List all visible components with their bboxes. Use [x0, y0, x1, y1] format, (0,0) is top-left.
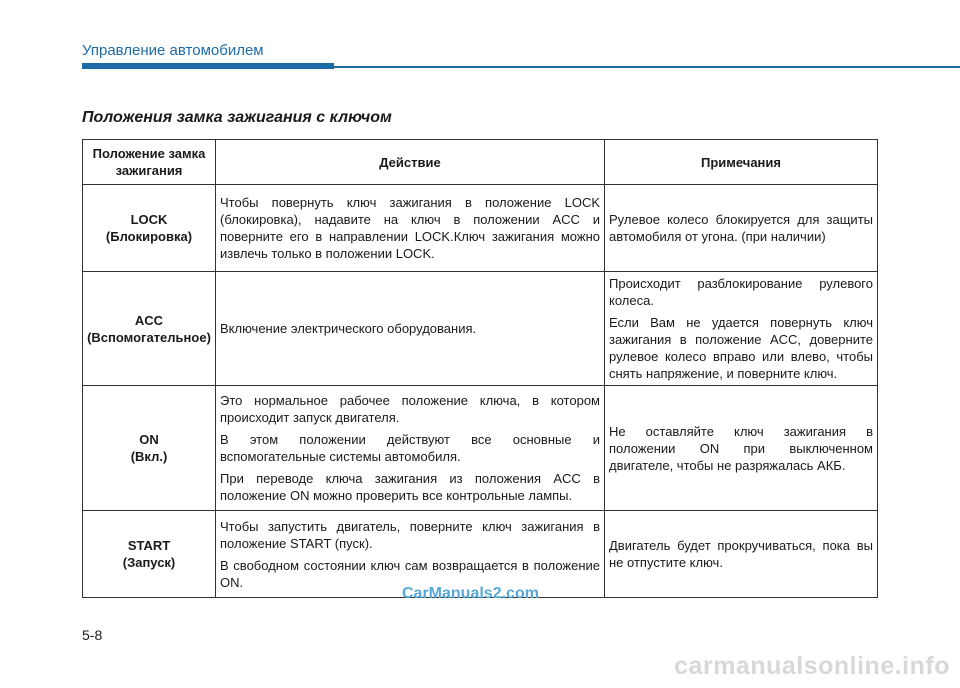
notes-text: Двигатель будет прокручиваться, пока вы не отпустите ключ. — [609, 538, 873, 570]
notes-text: Происходит разблокирование рулевого колеса. — [609, 276, 873, 308]
notes-text: Не оставляйте ключ зажигания в положении ON при выключенном двигателе, чтобы не разряжалась АКБ. — [609, 423, 873, 473]
table-header-row — [83, 140, 878, 185]
position-translation: (Блокировка) — [105, 229, 193, 244]
table-row-acc — [83, 272, 878, 386]
action-text: Включение электрического оборудования. — [220, 321, 477, 336]
notes-cell — [605, 185, 878, 272]
position-translation: (Вкл.) — [130, 449, 168, 464]
position-cell — [83, 185, 216, 272]
table-row-lock — [83, 185, 878, 272]
action-text: Это нормальное рабочее положение ключа, в котором происходит запуск двигателя. — [220, 393, 600, 425]
section-title: Положения замка зажигания с ключом — [82, 109, 392, 126]
position-cell — [83, 272, 216, 386]
notes-cell — [605, 386, 878, 511]
position-name: START — [127, 538, 171, 553]
column-header-position: Положение замка зажигания — [83, 140, 216, 185]
action-text: При переводе ключа зажигания из положения ACC в положение ON можно проверить все контрольные лампы. — [220, 471, 600, 503]
action-text: В этом положении действуют все основные и вспомогательные системы автомобиля. — [220, 432, 600, 464]
notes-cell — [605, 511, 878, 598]
action-cell — [216, 386, 605, 511]
column-header-action: Действие — [216, 140, 605, 185]
chapter-title: Управление автомобилем — [82, 42, 264, 59]
position-translation: (Запуск) — [122, 555, 176, 570]
action-text: В свободном состоянии ключ сам возвращается в положение ON. — [220, 557, 600, 590]
action-cell — [216, 185, 605, 272]
ignition-positions-table — [82, 139, 878, 598]
header-bar-accent — [82, 63, 334, 69]
action-text: Чтобы запустить двигатель, поверните ключ зажигания в положение START (пуск). — [220, 518, 600, 551]
position-translation: (Вспомогательное) — [87, 329, 211, 345]
table-row-on — [83, 386, 878, 511]
position-cell — [83, 511, 216, 598]
position-name: ACC — [134, 312, 164, 328]
notes-text: Рулевое колесо блокируется для защиты автомобиля от угона. (при наличии) — [609, 212, 873, 244]
action-cell — [216, 272, 605, 386]
notes-cell — [605, 272, 878, 386]
header-rule — [334, 66, 960, 68]
column-header-notes: Примечания — [605, 140, 878, 185]
action-text: Чтобы повернуть ключ зажигания в положение LOCK (блокировка), надавите на ключ в положении ACC и поверните его в направлении LOCK.Ключ зажигания можно извлечь только в положении LOCK. — [220, 195, 600, 261]
position-name: LOCK — [130, 212, 168, 227]
position-name: ON — [139, 432, 159, 447]
watermark-link[interactable]: CarManuals2.com — [402, 585, 539, 602]
watermark-site: carmanualsonline.info — [674, 652, 950, 680]
page-number: 5-8 — [82, 627, 103, 643]
position-cell — [83, 386, 216, 511]
notes-text: Если Вам не удается повернуть ключ зажигания в положение ACC, доверните рулевое колесо вправо или влево, чтобы снять напряжение, и поверните ключ. — [609, 315, 873, 381]
